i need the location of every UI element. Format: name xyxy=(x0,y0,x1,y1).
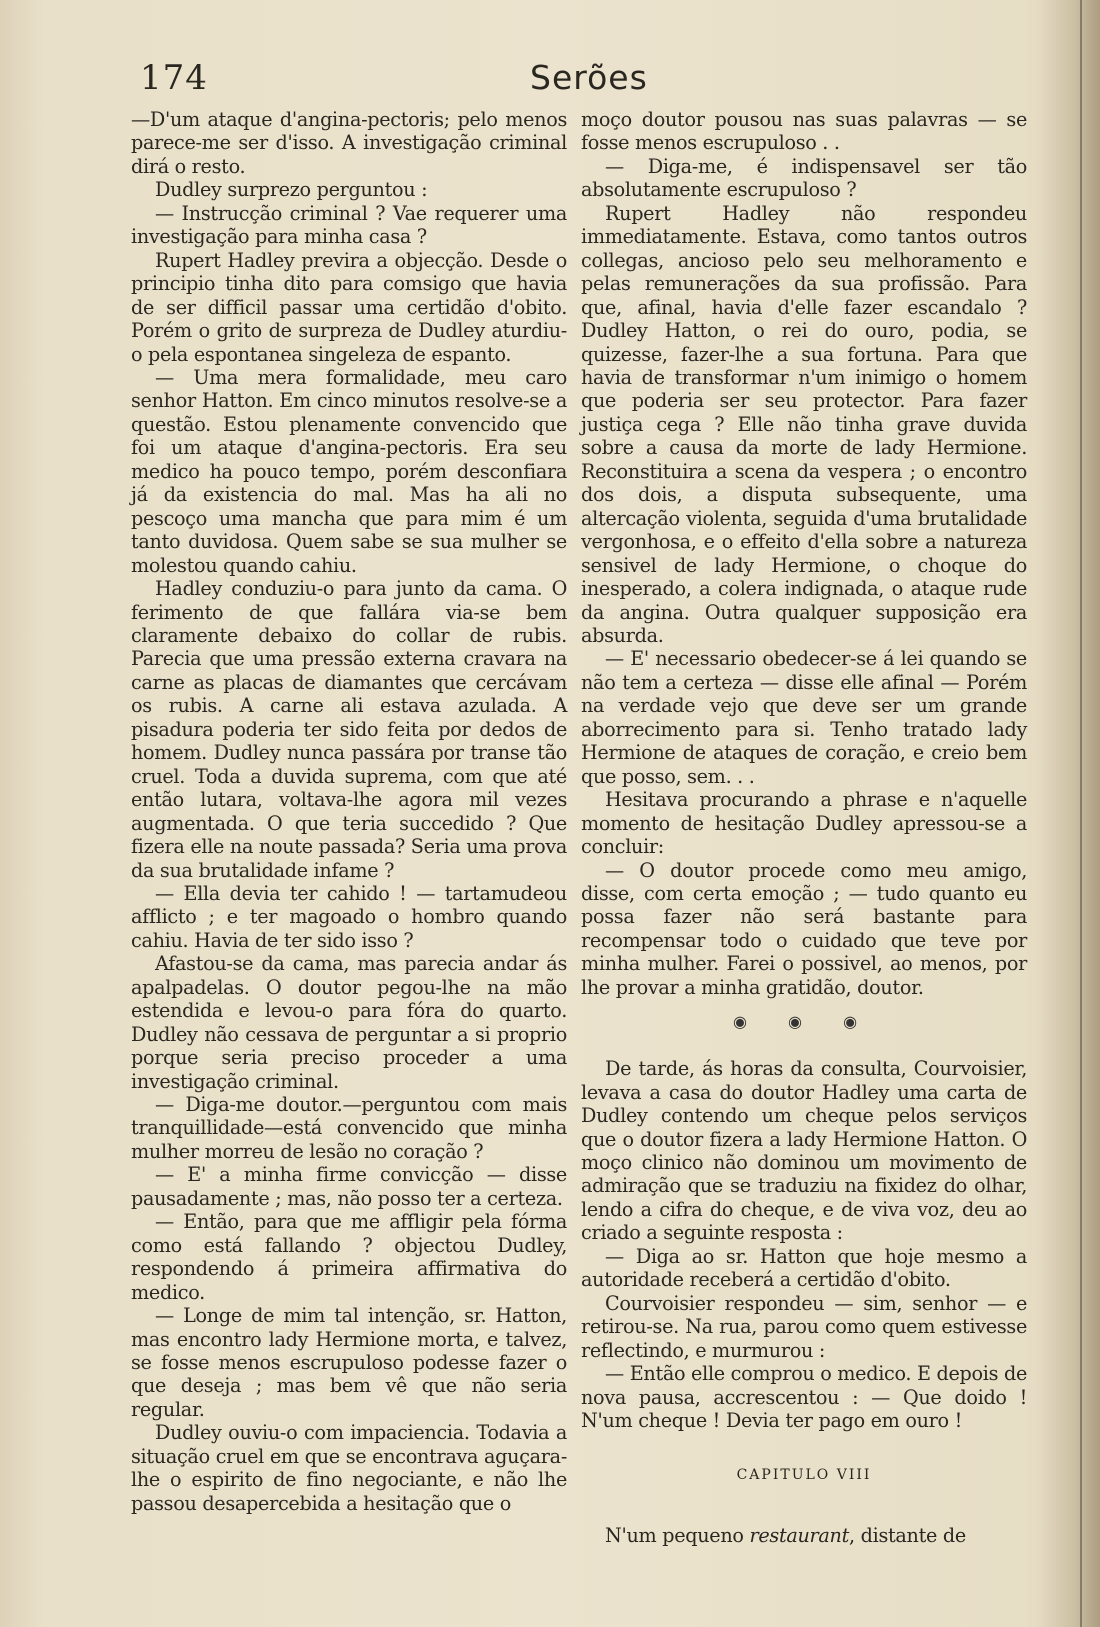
text-run: N'um pequeno xyxy=(605,1523,750,1547)
spacer xyxy=(581,1045,1027,1057)
paragraph: — Ella devia ter cahido ! — tartamudeou afflicto ; e ter magoado o hombro quando cahiu. Havia de ter sido isso ? xyxy=(131,881,567,952)
left-column xyxy=(131,108,567,1515)
paragraph: Hadley conduziu-o para junto da cama. O ferimento de que fallára via-se bem claramente debaixo do collar de rubis. Parecia que uma pressão externa cravara na carne as placas de diamantes que cercávam os rubis. A carne ali estava azulada. A pisadura poderia ter sido feita por dedos de homem. Dudley nunca passára por transe tão cruel. Toda a duvida suprema, com que até então lutara, voltava-lhe agora mil vezes augmentada. O que teria succedido ? Que fizera elle na noute passada? Seria uma prova da sua brutalidade infame ? xyxy=(131,577,568,882)
paragraph: Hesitava procurando a phrase e n'aquelle momento de hesitação Dudley apressou-se a concluir: xyxy=(581,788,1027,859)
page-edge-shadow xyxy=(1040,0,1100,1627)
paragraph: — Diga ao sr. Hatton que hoje mesmo a autoridade receberá a certidão d'obito. xyxy=(581,1244,1027,1292)
paragraph: Dudley ouviu-o com impaciencia. Todavia a situação cruel em que se encontrava aguçara-lhe o espirito de fino negociante, e não lhe passou desapercebida a hesitação que o xyxy=(131,1421,567,1515)
paragraph: Rupert Hadley não respondeu immediatamente. Estava, como tantos outros collegas, ancioso pelo seu melhoramento e pelas remunerações da sua profissão. Para que, afinal, havia d'elle fazer escandalo ? Dudley Hatton, o rei do ouro, podia, se quizesse, fazer-lhe a sua fortuna. Para que havia de transformar n'um inimigo o homem que poderia ser seu protector. Para fazer justiça cega ? Elle não tinha grave duvida sobre a causa da morte de lady Hermione. Reconstituira a scena da vespera ; o encontro dos dois, a disputa subsequente, uma altercação violenta, seguida d'uma brutalidade vergonhosa, e o effeito d'ella sobre a natureza sensivel de lady Hermione, o choque do inesperado, a colera indignada, o ataque rude da angina. Outra qualquer supposição era absurda. xyxy=(581,201,1027,647)
paragraph: Dudley surprezo perguntou : xyxy=(155,178,428,202)
chapter-heading: CAPITULO VIII xyxy=(736,1467,872,1484)
italic-word: restaurant xyxy=(749,1523,850,1547)
page-header xyxy=(140,58,1020,108)
paragraph: — E' a minha firme convicção — disse pausadamente ; mas, não posso ter a certeza. xyxy=(131,1163,567,1210)
paragraph: Afastou-se da cama, mas parecia andar ás apalpadelas. O doutor pegou-lhe na mão estendida e levou-o para fóra do quarto. Dudley não cessava de perguntar a si proprio porque seria preciso proceder a uma investigação criminal. xyxy=(131,952,567,1093)
paragraph: — E' necessario obedecer-se á lei quando se não tem a certeza — disse elle afinal — Porém na verdade vejo que deve ser um grande aborrecimento para si. Tenho tratado lady Hermione de ataques de coração, e creio bem que posso, sem. . . xyxy=(581,647,1027,788)
paragraph: —D'um ataque d'angina-pectoris; pelo menos parece-me ser d'isso. A investigação criminal dirá o resto. xyxy=(131,108,567,178)
paragraph: — Então elle comprou o medico. E depois de nova pausa, accrescentou : — Que doido ! N'um cheque ! Devia ter pago em ouro ! xyxy=(581,1362,1027,1433)
paragraph: — Uma mera formalidade, meu caro senhor Hatton. Em cinco minutos resolve-se a questão. Estou plenamente convencido que foi um ataque d'angina-pectoris. Era seu medico ha pouco tempo, porém desconfiara já da existencia do mal. Mas ha ali no pescoço uma mancha que para mim é um tanto duvidosa. Quem sabe se sua mulher se molestou quando cahiu. xyxy=(131,365,567,577)
paragraph: — Longe de mim tal intenção, sr. Hatton, mas encontro lady Hermione morta, e talvez, se fosse menos escrupuloso podesse fazer o que deseja ; mas bem vê que não seria regular. xyxy=(131,1304,567,1421)
page-number: 174 xyxy=(140,58,208,98)
paragraph: — O doutor procede como meu amigo, disse, com certa emoção ; — tudo quanto eu possa fazer não será bastante para recompensar todo o cuidado que teve por minha mulher. Farei o possivel, ao menos, por lhe provar a minha gratidão, doutor. xyxy=(581,858,1027,999)
paragraph: moço doutor pousou nas suas palavras — se fosse menos escrupuloso . . xyxy=(581,108,1027,155)
text-run: , distante de xyxy=(849,1523,966,1547)
paragraph: — Instrucção criminal ? Vae requerer uma investigação para minha casa ? xyxy=(131,201,567,249)
page-edge-line xyxy=(1080,0,1082,1627)
running-title: Serões xyxy=(530,58,648,97)
paragraph: Courvoisier respondeu — sim, senhor — e retirou-se. Na rua, parou como quem estivesse reflectindo, e murmurou : xyxy=(581,1291,1027,1362)
paragraph: Rupert Hadley previra a objecção. Desde o principio tinha dito para comsigo que havia de ser difficil passar uma certidão d'obito. Porém o grito de surpreza de Dudley aturdiu-o pela espontanea singeleza de espanto. xyxy=(131,248,567,366)
section-ornament: ◉ ◉ ◉ xyxy=(732,1012,876,1032)
chapter-opening-line xyxy=(581,1524,1027,1547)
paragraph: De tarde, ás horas da consulta, Courvoisier, levava a casa do doutor Hadley uma carta de Dudley contendo um cheque pelos serviços que o doutor fizera a lady Hermione Hatton. O moço clinico não dominou um movimento de admiração que se traduziu na fixidez do olhar, lendo a cifra do cheque, e de viva voz, deu ao criado a seguinte resposta : xyxy=(581,1057,1027,1245)
paragraph: — Diga-me doutor.—perguntou com mais tranquillidade—está convencido que minha mulher morreu de lesão no coração ? xyxy=(131,1093,567,1163)
right-column xyxy=(581,108,1027,1547)
paragraph: — Então, para que me affligir pela fórma como está fallando ? objectou Dudley, respondendo á primeira affirmativa do medico. xyxy=(131,1210,567,1304)
paragraph: — Diga-me, é indispensavel ser tão absolutamente escrupuloso ? xyxy=(581,154,1027,202)
